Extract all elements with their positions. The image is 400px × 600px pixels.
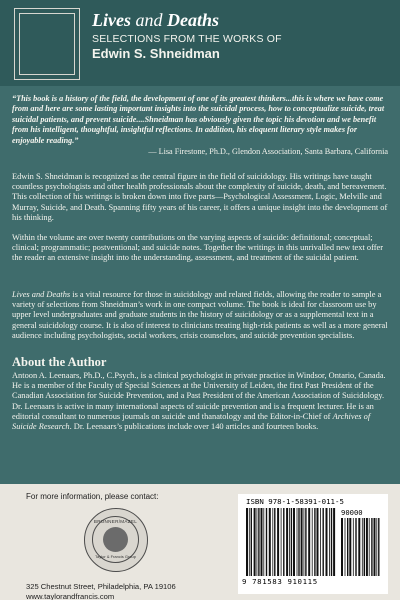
- book-subtitle: SELECTIONS FROM THE WORKS OF: [92, 33, 282, 45]
- publisher-contact: [26, 492, 216, 600]
- author-bio-text-2: . Dr. Leenaars’s publications include over 140 articles and fourteen books.: [69, 422, 319, 432]
- journal-title: Archives of Suicide Research: [12, 411, 371, 432]
- publisher-website[interactable]: www.taylorandfrancis.com: [26, 592, 115, 600]
- endorsement-quote: “This book is a history of the field, the development of one of its greatest thinkers...this is where we have come from and here are some lasting important insights into the suicidal process, how to conceptualize suicide, treat suicidal patients, and prevent suicide....Shneidman has obviously given the topic his devotion and we benefit from his intelligent, thoughtful, insightful reflections. In addition, his eloquent literary style makes for enjoyable reading.”: [12, 94, 385, 145]
- about-author-heading: About the Author: [12, 355, 107, 369]
- title-and: and: [135, 10, 163, 30]
- barcode-bars: [246, 508, 338, 576]
- price-addon-label: 90000: [341, 508, 363, 517]
- title-block: [92, 10, 392, 61]
- seal-bottom-text: Taylor & Francis Group: [95, 554, 136, 559]
- seal-core: [103, 527, 128, 552]
- title-band: [0, 0, 400, 86]
- author-bio: [12, 371, 388, 432]
- description-paragraph-2: Within the volume are over twenty contributions on the varying aspects of suicide: definitional; conceptual; clinical; programmatic; postventional; and suicide notes. Together the writings in this unrivalled new text offer the reader an extensive insight into the understanding, assessment, and treatment of the suicidal patient.: [12, 233, 384, 263]
- description-paragraph-3: [12, 290, 388, 341]
- seal-top-text: BRUNNER/MAZEL: [93, 519, 138, 524]
- isbn-label: ISBN 978-1-58391-011-5: [246, 497, 344, 506]
- title-part-2: Deaths: [162, 10, 219, 30]
- endorsement-attribution: — Lisa Firestone, Ph.D., Glendon Association, Santa Barbara, California: [148, 147, 388, 156]
- decorative-frame: [14, 8, 80, 80]
- publisher-address: 325 Chestnut Street, Philadelphia, PA 19106: [26, 582, 176, 591]
- publisher-seal-icon: [84, 508, 148, 572]
- inline-book-title: Lives and Deaths: [12, 290, 71, 299]
- addon-barcode-bars: [341, 518, 381, 576]
- decorative-frame-inner: [19, 13, 75, 75]
- book-author: Edwin S. Shneidman: [92, 46, 220, 61]
- title-part-1: Lives: [92, 10, 136, 30]
- author-bio-text-1: Antoon A. Leenaars, Ph.D., C.Psych., is a clinical psychologist in private practice in Windsor, Ontario, Canada. He is a member of the Faculty of Special Sciences at the University of Leiden, the first Past President of the Canadian Association for Suicide Prevention, and a Past President of the American Association of Suicidology. Dr. Leenaars is active in many international aspects of suicide prevention and is a frequent lecturer. He is an editorial consultant to numerous journals on suicide and thanatology and the Editor-in-Chief of: [12, 371, 386, 421]
- description-paragraph-1: Edwin S. Shneidman is recognized as the central figure in the field of suicidology. His writings have taught countless psychologists and other health professionals about the complexity of suicide, death, and bereavement. This collection of his writings is broken down into five parts—Psychological Assessment, Logic, Melville and Murray, Suicide, and Death. Spanning fifty years of his career, it offers a unique insight into the development of his thinking.: [12, 172, 388, 222]
- contact-prompt: For more information, please contact:: [26, 492, 159, 501]
- isbn-barcode: [238, 494, 388, 594]
- book-title: [92, 10, 392, 31]
- paragraph-3-text: is a vital resource for those in suicidology and related fields, allowing the reader to sample a variety of selections from Shneidman’s work in one compact volume. The book is ideal for classroom use by upper level undergraduates and graduate students in the history of suicidology or as a supplemental text in a general suicidology course. It is also of interest to clinicians treating high-risk patients as well as a more general audience including psychologists, social workers, crisis counselors, and suicide prevention specialists.: [12, 290, 388, 340]
- barcode-number: 9 781583 910115: [242, 577, 318, 586]
